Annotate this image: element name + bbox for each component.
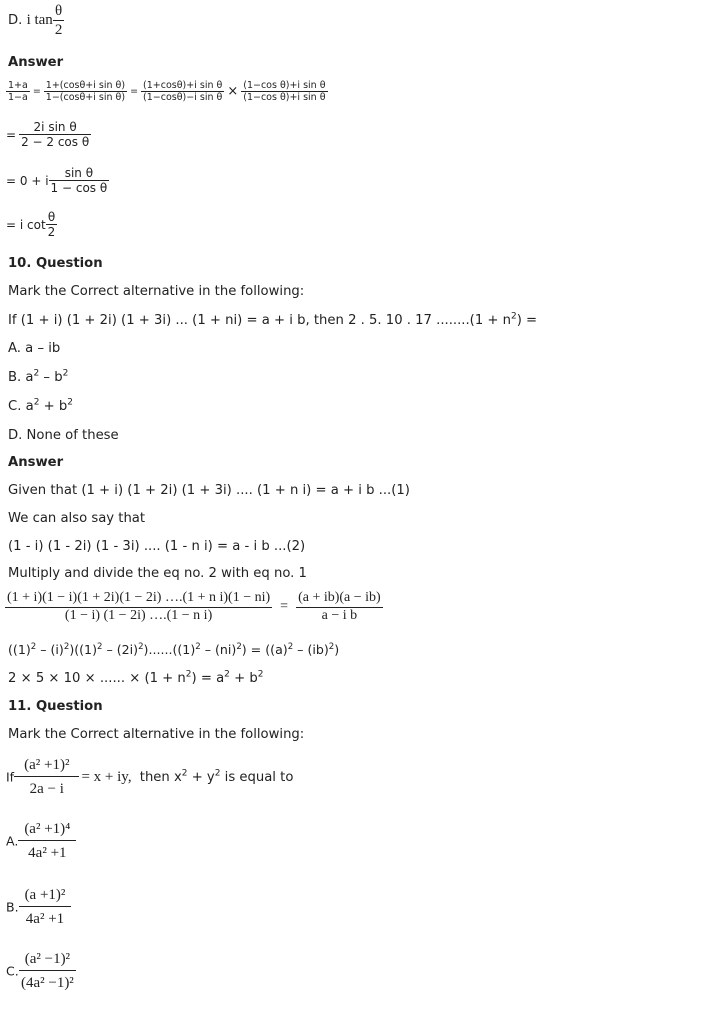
question-11-stem <box>6 756 293 798</box>
option-label: A. <box>6 833 19 849</box>
option-label: D. <box>8 13 23 28</box>
fraction-denominator: 2 <box>54 22 63 38</box>
question-10-stem <box>8 313 537 328</box>
then-text: is equal to <box>220 769 294 785</box>
option-fraction <box>19 950 76 992</box>
expr-part: ) = a <box>191 671 225 686</box>
numerator: (1 + i)(1 − i)(1 + 2i)(1 − 2i) ….(1 + n i)(1 − ni) <box>5 590 272 608</box>
numerator: (1+cosθ)+i sin θ <box>143 80 223 91</box>
superscript: 2 <box>511 311 517 322</box>
fraction-3 <box>141 80 224 104</box>
denominator: 2 − 2 cos θ <box>21 135 90 150</box>
q9-option-d <box>8 2 64 39</box>
superscript: 2 <box>67 397 73 408</box>
option-label: B. <box>6 899 19 915</box>
superscript: 2 <box>257 669 264 680</box>
answer-big-fraction <box>5 590 383 625</box>
numerator: sin θ <box>49 166 110 181</box>
equals-sign: = <box>32 86 41 98</box>
option-b <box>8 370 68 385</box>
step-4-prefix: = i cot <box>6 217 46 232</box>
superscript: 2 <box>287 641 294 652</box>
then-text: + y <box>187 769 215 785</box>
stem-text: If (1 + i) (1 + 2i) (1 + 3i) ... (1 + ni) = a + i b, then 2 . 5. 10 . 17 ........(1 + n <box>8 313 511 328</box>
option-label: C. <box>6 963 19 979</box>
expr-part: – (ni) <box>200 642 237 657</box>
superscript: 2 <box>33 397 40 408</box>
superscript: 2 <box>195 641 201 652</box>
option-c <box>8 399 73 414</box>
answer-line-3: (1 - i) (1 - 2i) (1 - 3i) .... (1 - n i) = a - i b ...(2) <box>8 539 306 554</box>
superscript: 2 <box>33 368 40 379</box>
expr-part: – (i) <box>36 642 64 657</box>
question-10-instruction: Mark the Correct alternative in the following: <box>8 284 305 299</box>
answer-step-3 <box>6 166 109 196</box>
left-fraction <box>5 590 272 625</box>
superscript: 2 <box>214 768 221 779</box>
superscript: 2 <box>30 641 37 652</box>
denominator: 2a − i <box>29 781 64 797</box>
denominator: 4a² +1 <box>25 911 65 927</box>
step-2-fraction <box>19 120 91 150</box>
answer-line-6 <box>8 642 339 657</box>
answer-heading: Answer <box>8 55 64 70</box>
expr-part: ) <box>334 642 340 657</box>
times-sign: × <box>227 84 239 100</box>
equals-sign: = <box>6 127 17 142</box>
q11-option-b <box>6 886 71 928</box>
denominator: (4a² −1)² <box>20 975 74 991</box>
q11-option-c <box>6 950 76 992</box>
stem-then <box>132 770 294 785</box>
question-11-heading: 11. Question <box>8 699 103 714</box>
fraction-numerator: θ <box>53 2 65 21</box>
numerator: (1−cos θ)+i sin θ <box>243 80 326 91</box>
fraction-2 <box>44 80 127 104</box>
fraction-4 <box>241 80 327 104</box>
option-text: + b <box>39 399 68 414</box>
superscript: 2 <box>236 641 242 652</box>
denominator: 4a² +1 <box>28 845 67 861</box>
expr-part: – (2i) <box>102 642 139 657</box>
answer-step-1 <box>6 80 328 104</box>
option-text: C. a <box>8 399 34 414</box>
answer-line-1: Given that (1 + i) (1 + 2i) (1 + 3i) .... (1 + n i) = a + i b ...(1) <box>8 483 410 498</box>
option-d: D. None of these <box>8 428 119 443</box>
answer-line-4: Multiply and divide the eq no. 2 with eq no. 1 <box>8 566 307 581</box>
superscript: 2 <box>328 641 335 652</box>
superscript: 2 <box>62 368 69 379</box>
stem-fraction <box>14 756 79 798</box>
fraction-1 <box>6 80 30 104</box>
numerator: (a +1)² <box>19 886 72 907</box>
question-11-instruction: Mark the Correct alternative in the following: <box>8 727 305 742</box>
superscript: 2 <box>138 641 144 652</box>
q11-option-a <box>6 820 76 862</box>
option-fraction <box>19 886 72 928</box>
answer-step-2 <box>6 120 91 150</box>
denominator: 1−(cosθ+i sin θ) <box>45 92 126 104</box>
option-text: – b <box>39 370 63 385</box>
right-fraction <box>296 590 383 625</box>
numerator: 2i sin θ <box>19 120 91 135</box>
option-fraction <box>53 2 65 39</box>
then-text: then x <box>135 769 182 785</box>
superscript: 2 <box>185 669 192 680</box>
option-fraction <box>18 820 76 862</box>
numerator: (a² −1)² <box>19 950 76 971</box>
expr-part: 2 × 5 × 10 × ...... × (1 + n <box>8 671 186 686</box>
expr-part: – (ib) <box>293 642 329 657</box>
numerator: (a + ib)(a − ib) <box>296 590 383 608</box>
expr-part: )((1) <box>69 642 97 657</box>
numerator: 1+(cosθ+i sin θ) <box>45 80 126 91</box>
expr-part: + b <box>229 671 258 686</box>
answer-step-4 <box>6 210 57 240</box>
step-3-prefix: = 0 + i <box>6 173 49 188</box>
expr-part: )......((1) <box>143 642 196 657</box>
numerator: (a² +1)² <box>14 756 79 777</box>
superscript: 2 <box>63 641 70 652</box>
denominator: (1−cosθ)−i sin θ <box>143 92 223 104</box>
denominator: 1−a <box>8 92 28 104</box>
equals-sign: = <box>130 86 139 98</box>
step-4-fraction <box>46 210 58 240</box>
answer-heading: Answer <box>8 455 64 470</box>
denominator: (1−cos θ)+i sin θ <box>243 92 326 104</box>
expr-part: ) = ((a) <box>241 642 288 657</box>
if-label: If <box>6 769 15 785</box>
option-expression: i tan <box>26 12 53 28</box>
answer-line-7 <box>8 671 263 686</box>
numerator: 1+a <box>8 80 28 91</box>
option-a: A. a – ib <box>8 341 61 356</box>
denominator: a − i b <box>321 607 358 623</box>
equals-sign: = <box>280 599 289 615</box>
expr-part: ((1) <box>8 642 31 657</box>
superscript: 2 <box>181 768 188 779</box>
denominator: 1 − cos θ <box>50 181 108 196</box>
step-3-fraction <box>49 166 110 196</box>
denominator: 2 <box>47 225 56 240</box>
superscript: 2 <box>224 669 230 680</box>
denominator: (1 − i) (1 − 2i) ….(1 − n i) <box>64 607 213 623</box>
answer-line-2: We can also say that <box>8 511 146 526</box>
stem-end: ) = <box>516 313 538 328</box>
superscript: 2 <box>96 641 103 652</box>
numerator: θ <box>46 210 58 225</box>
numerator: (a² +1)⁴ <box>18 820 76 841</box>
stem-rhs: = x + iy, <box>81 768 132 785</box>
option-text: B. a <box>8 370 34 385</box>
question-10-heading: 10. Question <box>8 256 103 271</box>
